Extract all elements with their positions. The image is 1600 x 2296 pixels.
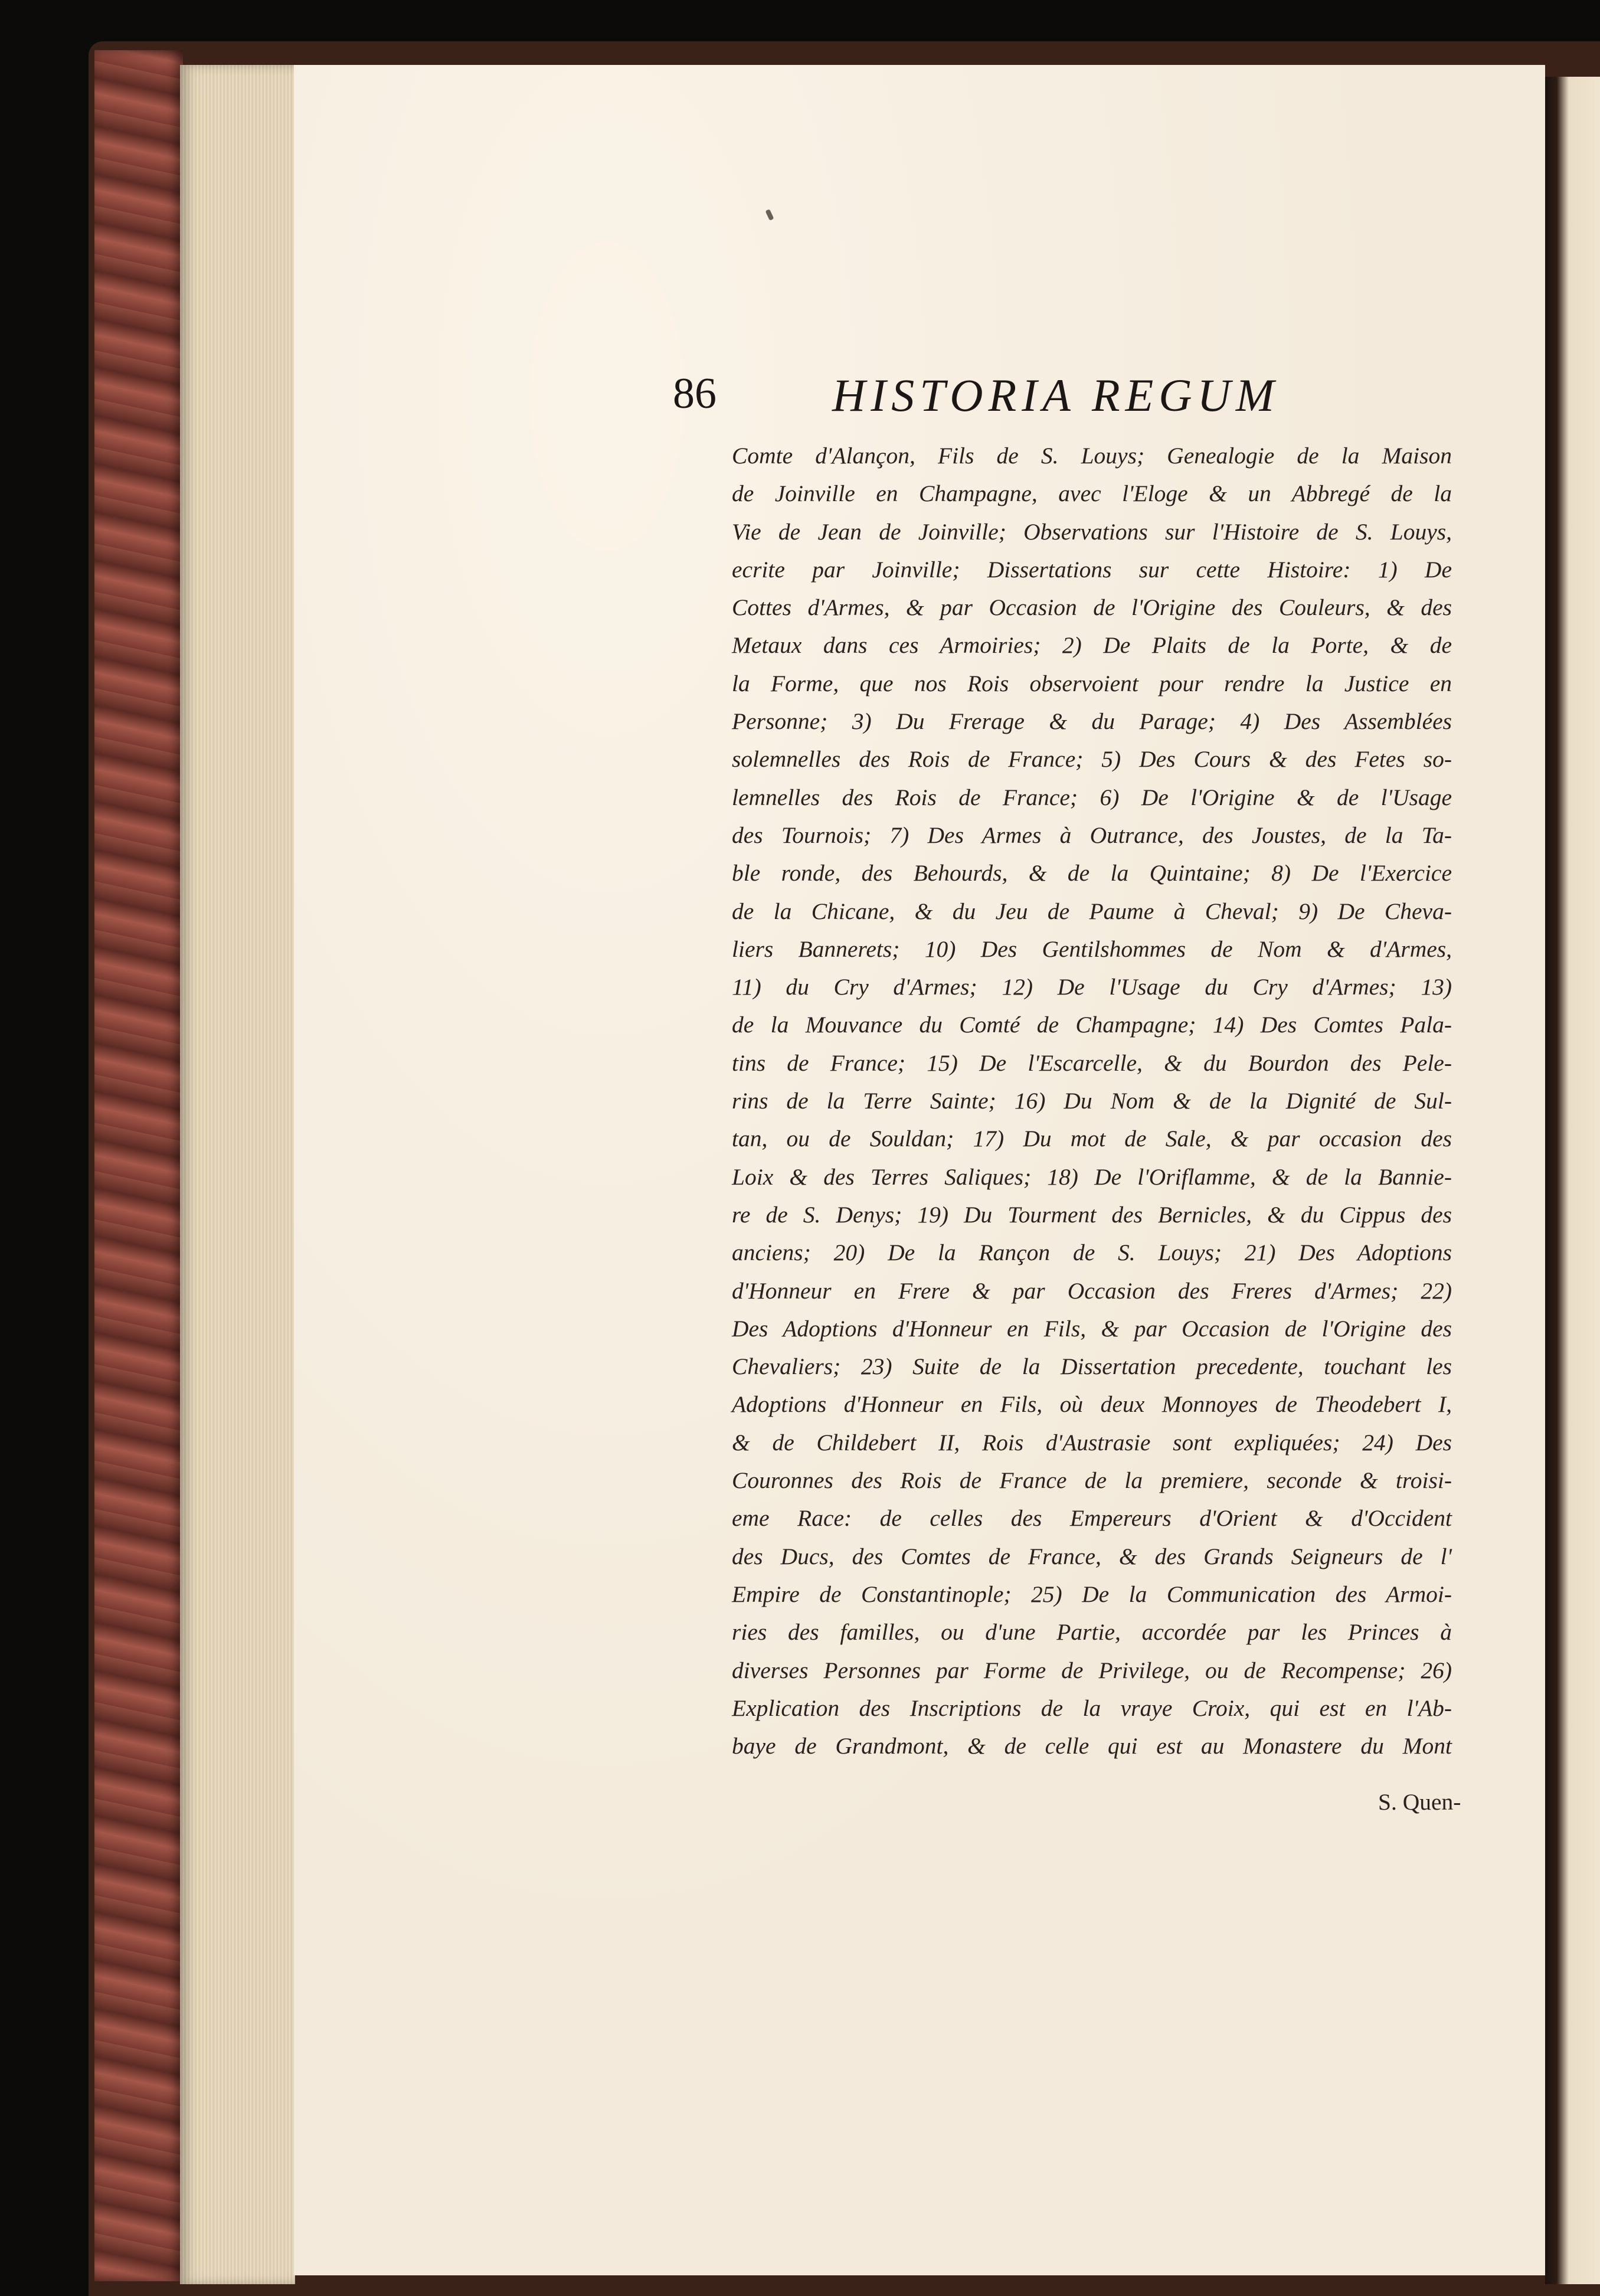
text-line: Des Adoptions d'Honneur en Fils, & par Occasion de l'Origine des <box>732 1315 1452 1342</box>
text-line: Empire de Constantinople; 25) De la Communication des Armoi- <box>732 1581 1452 1607</box>
text-line: solemnelles des Rois de France; 5) Des Cours & des Fetes so- <box>732 746 1452 773</box>
text-line: tan, ou de Souldan; 17) Du mot de Sale, & par occasion des <box>732 1126 1452 1152</box>
text-line: Loix & des Terres Saliques; 18) De l'Oriflamme, & de la Bannie- <box>732 1163 1452 1190</box>
text-line: de la Chicane, & du Jeu de Paume à Cheval; 9) De Cheva- <box>732 898 1452 924</box>
marbled-cover-edge <box>94 50 183 2281</box>
running-title: HISTORIA REGUM <box>832 369 1280 421</box>
text-line: Vie de Jean de Joinville; Observations sur l'Histoire de S. Louys, <box>732 518 1452 545</box>
text-line: de la Mouvance du Comté de Champagne; 14) Des Comtes Pala- <box>732 1012 1452 1038</box>
text-line: diverses Personnes par Forme de Privilege, ou de Recompense; 26) <box>732 1657 1452 1683</box>
facing-page-edge <box>1545 77 1600 2284</box>
text-line: baye de Grandmont, & de celle qui est au Monastere du Mont <box>732 1733 1452 1759</box>
page-edges <box>180 65 295 2284</box>
page-header <box>673 369 1322 434</box>
text-line: Comte d'Alançon, Fils de S. Louys; Genealogie de la Maison <box>732 443 1452 469</box>
text-line: Adoptions d'Honneur en Fils, où deux Monnoyes de Theodebert I, <box>732 1391 1452 1418</box>
text-line: ries des familles, ou d'une Partie, accordée par les Princes à <box>732 1619 1452 1646</box>
text-line: Cottes d'Armes, & par Occasion de l'Origine des Couleurs, & des <box>732 594 1452 621</box>
text-line: ecrite par Joinville; Dissertations sur cette Histoire: 1) De <box>732 556 1452 583</box>
text-line: d'Honneur en Frere & par Occasion des Freres d'Armes; 22) <box>732 1277 1452 1304</box>
text-line: Explication des Inscriptions de la vraye Croix, qui est en l'Ab- <box>732 1695 1452 1721</box>
text-line: Couronnes des Rois de France de la premiere, seconde & troisi- <box>732 1467 1452 1494</box>
body-text <box>732 437 1452 1765</box>
text-line: Personne; 3) Du Frerage & du Parage; 4) Des Assemblées <box>732 708 1452 735</box>
page-number: 86 <box>673 369 716 418</box>
text-line: tins de France; 15) De l'Escarcelle, & du Bourdon des Pele- <box>732 1049 1452 1076</box>
text-line: des Tournois; 7) Des Armes à Outrance, des Joustes, de la Ta- <box>732 822 1452 848</box>
text-line: ble ronde, des Behourds, & de la Quintaine; 8) De l'Exercice <box>732 860 1452 887</box>
catchword: S. Quen- <box>1378 1789 1461 1815</box>
text-line: la Forme, que nos Rois observoient pour rendre la Justice en <box>732 670 1452 696</box>
text-line: anciens; 20) De la Rançon de S. Louys; 21) Des Adoptions <box>732 1239 1452 1266</box>
text-line: & de Childebert II, Rois d'Austrasie sont expliquées; 24) Des <box>732 1429 1452 1456</box>
text-line: Metaux dans ces Armoiries; 2) De Plaits de la Porte, & de <box>732 632 1452 659</box>
text-line: rins de la Terre Sainte; 16) Du Nom & de la Dignité de Sul- <box>732 1088 1452 1114</box>
text-line: eme Race: de celles des Empereurs d'Orient & d'Occident <box>732 1505 1452 1532</box>
text-line: Chevaliers; 23) Suite de la Dissertation precedente, touchant les <box>732 1353 1452 1380</box>
text-line: liers Bannerets; 10) Des Gentilshommes de Nom & d'Armes, <box>732 936 1452 962</box>
text-line: des Ducs, des Comtes de France, & des Grands Seigneurs de l' <box>732 1543 1452 1569</box>
text-line: de Joinville en Champagne, avec l'Eloge & un Abbregé de la <box>732 480 1452 507</box>
text-line: re de S. Denys; 19) Du Tourment des Bernicles, & du Cippus des <box>732 1201 1452 1228</box>
text-line: 11) du Cry d'Armes; 12) De l'Usage du Cry d'Armes; 13) <box>732 974 1452 1000</box>
text-line: lemnelles des Rois de France; 6) De l'Origine & de l'Usage <box>732 784 1452 810</box>
